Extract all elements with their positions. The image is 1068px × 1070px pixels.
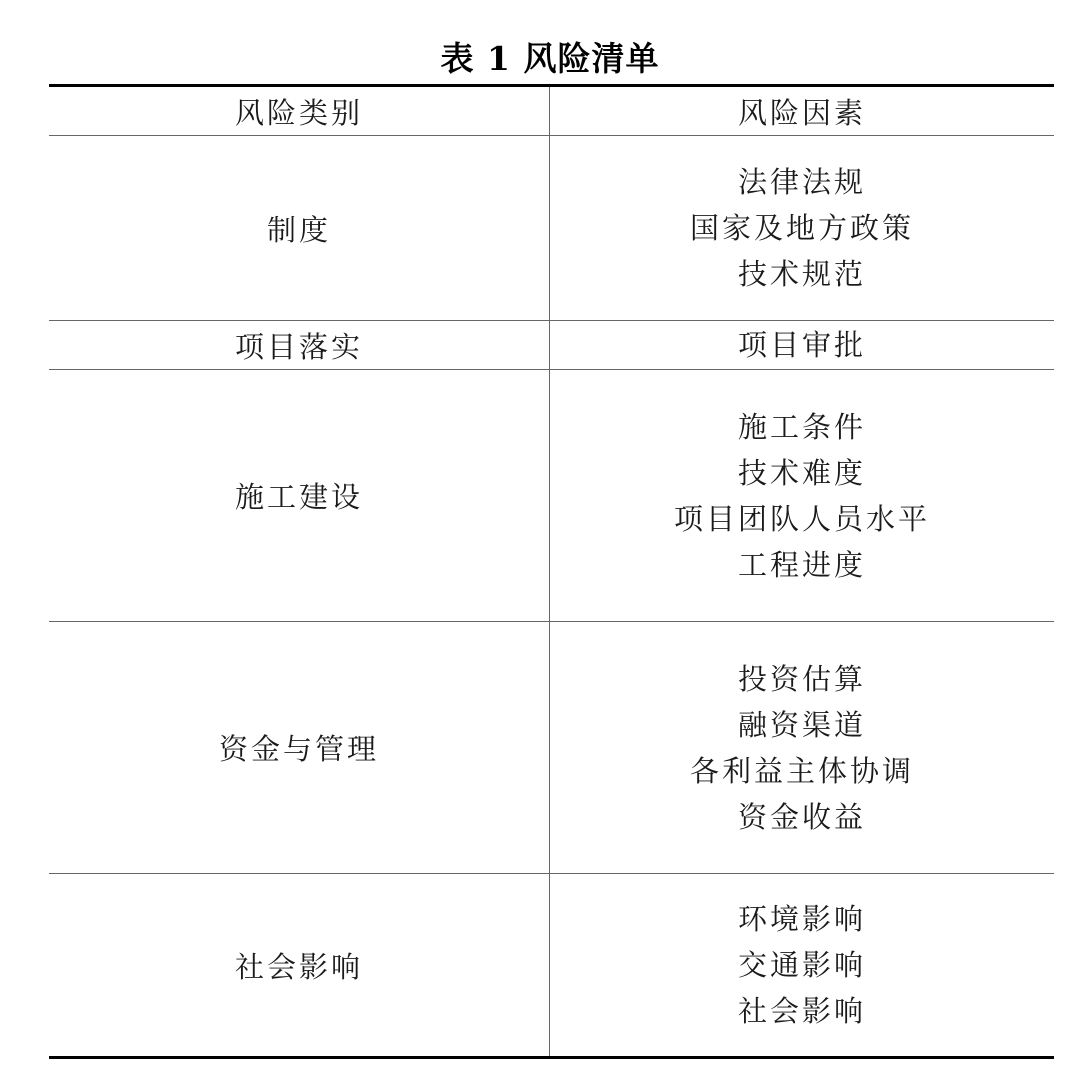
factor-item: 社会影响 <box>737 994 866 1028</box>
factor-list <box>550 322 1054 368</box>
factor-item: 项目审批 <box>737 328 866 362</box>
table-row <box>49 370 1054 622</box>
factors-cell <box>550 321 1055 370</box>
factor-item: 项目团队人员水平 <box>673 501 930 536</box>
factor-item: 法律法规 <box>737 165 866 199</box>
factor-item: 融资渠道 <box>737 707 866 742</box>
factors-cell <box>550 136 1055 321</box>
risk-table <box>49 84 1054 1059</box>
factor-list <box>550 159 1054 297</box>
factor-item: 技术难度 <box>737 455 866 490</box>
factor-item: 工程进度 <box>737 547 866 582</box>
category-cell: 制度 <box>49 136 550 321</box>
table-caption: 表 1 风险清单 <box>440 39 660 78</box>
factor-item: 施工条件 <box>737 409 866 444</box>
factor-list <box>550 896 1054 1034</box>
factor-list <box>550 656 1054 840</box>
factor-item: 交通影响 <box>737 948 866 982</box>
header-row <box>49 86 1054 136</box>
category-cell: 社会影响 <box>49 874 550 1058</box>
factor-item: 各利益主体协调 <box>689 753 914 788</box>
category-cell: 施工建设 <box>49 370 550 622</box>
factors-cell <box>550 622 1055 874</box>
factor-list <box>550 404 1054 588</box>
header-risk-category: 风险类别 <box>49 86 550 136</box>
factor-item: 技术规范 <box>737 257 866 291</box>
table-row <box>49 874 1054 1058</box>
category-cell: 资金与管理 <box>49 622 550 874</box>
header-risk-factors: 风险因素 <box>550 86 1055 136</box>
factors-cell <box>550 874 1055 1058</box>
category-cell: 项目落实 <box>49 321 550 370</box>
factor-item: 环境影响 <box>737 902 866 936</box>
factor-item: 投资估算 <box>737 661 866 696</box>
factor-item: 资金收益 <box>737 799 866 834</box>
factor-item: 国家及地方政策 <box>689 211 914 245</box>
table-row <box>49 622 1054 874</box>
factors-cell <box>550 370 1055 622</box>
risk-table-container <box>49 84 1053 1059</box>
table-row <box>49 136 1054 321</box>
table-row <box>49 321 1054 370</box>
